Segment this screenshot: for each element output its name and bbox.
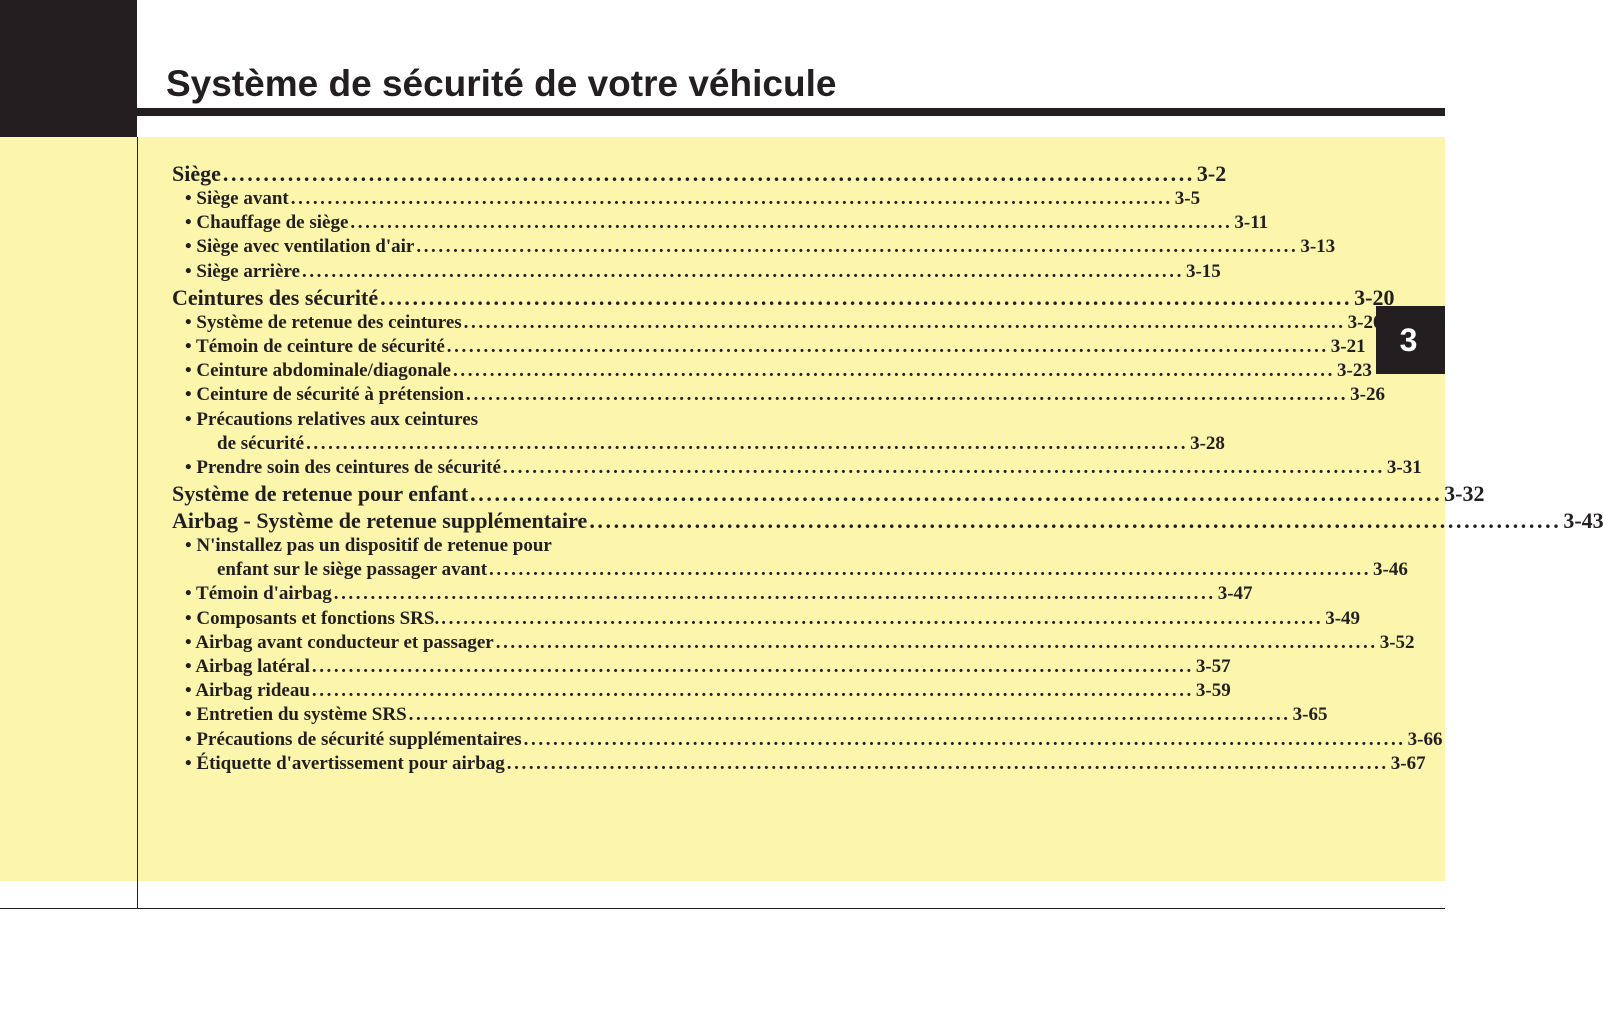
toc-entry[interactable] [172, 359, 1372, 383]
toc-leader-dots: ........................................................................................................................ [311, 656, 1194, 677]
left-margin-rule [137, 137, 138, 908]
toc-entry[interactable] [172, 558, 1408, 582]
toc-entry-label: • Système de retenue des ceintures [185, 311, 462, 333]
toc-entry-page: 3-5 [1174, 188, 1201, 209]
toc-entry-label: Siège [172, 161, 221, 186]
toc-leader-dots: ........................................................................................................................ [416, 236, 1299, 258]
toc-entry-label: • Témoin d'airbag [185, 583, 332, 605]
toc-entry[interactable] [172, 607, 1361, 631]
toc-entry-label: • Témoin de ceinture de sécurité [185, 335, 445, 357]
page-title: Système de sécurité de votre véhicule [166, 63, 837, 104]
toc-entry-label: • Ceinture de sécurité à prétension [185, 384, 465, 406]
toc-entry[interactable] [172, 655, 1231, 679]
toc-leader-dots: ........................................................................................................................ [506, 752, 1389, 774]
toc-entry-page: 3-21 [1330, 335, 1366, 357]
toc-entry-label: • N'installez pas un dispositif de retenue pour [185, 535, 552, 557]
toc-entry[interactable] [172, 456, 1422, 480]
toc-entry-page: 3-32 [1444, 481, 1485, 507]
toc-entry[interactable] [172, 408, 722, 432]
toc-leader-dots: ........................................................................................................................ [523, 728, 1406, 750]
toc-entry-page: 3-65 [1292, 704, 1328, 726]
toc-entry[interactable] [172, 631, 1415, 655]
toc-entry-label: • Siège avant [185, 188, 289, 209]
toc-entry-page: 3-43 [1563, 508, 1604, 534]
toc-entry[interactable] [172, 211, 1269, 235]
toc-entry-page: 3-52 [1379, 631, 1415, 653]
toc-leader-dots: ........................................................................................................................ [502, 456, 1385, 478]
toc-entry-page: 3-49 [1325, 607, 1361, 629]
toc-entry-label: • Siège avec ventilation d'air [185, 236, 415, 258]
toc-entry-label: Système de retenue pour enfant [172, 481, 469, 507]
toc-leader-dots: ........................................................................................................................ [311, 680, 1194, 702]
table-of-contents [172, 160, 1604, 776]
toc-entry[interactable] [172, 284, 1395, 311]
toc-entry-page: 3-2 [1196, 161, 1227, 186]
toc-entry-label: • Étiquette d'avertissement pour airbag [185, 752, 505, 774]
toc-entry-page: 3-13 [1300, 236, 1336, 258]
toc-leader-dots: ........................................................................................................................ [301, 260, 1184, 282]
toc-leader-dots: ........................................................................................................................ [408, 704, 1291, 726]
toc-leader-dots: ........................................................................................................................ [589, 508, 1562, 534]
toc-entry-label: • Airbag rideau [185, 680, 310, 702]
toc-entry-label: • Composants et fonctions SRS. [185, 607, 440, 629]
toc-entry-label: • Airbag latéral [185, 656, 310, 677]
toc-leader-dots: ........................................................................................................................ [495, 631, 1378, 653]
toc-entry[interactable] [172, 260, 1221, 284]
toc-leader-dots: ........................................................................................................................ [350, 212, 1233, 234]
toc-entry[interactable] [172, 534, 722, 558]
toc-entry-label: • Ceinture abdominale/diagonale [185, 360, 451, 382]
toc-leader-dots: ........................................................................................................................ [446, 335, 1329, 357]
toc-entry-page: 3-28 [1190, 432, 1225, 454]
toc-leader-dots: ........................................................................................................................ [222, 161, 1195, 186]
toc-leader-dots: ........................................................................................................................ [489, 559, 1372, 581]
toc-entry[interactable] [172, 160, 1227, 187]
toc-entry-label: Airbag - Système de retenue supplémentaire [172, 508, 588, 534]
toc-entry-page: 3-57 [1195, 656, 1231, 677]
toc-entry-page: 3-31 [1386, 456, 1422, 478]
toc-entry-page: 3-26 [1350, 384, 1385, 406]
toc-entry[interactable] [172, 679, 1231, 703]
toc-entry[interactable] [172, 235, 1336, 259]
toc-entry-page: 3-47 [1217, 583, 1253, 605]
chapter-tab[interactable]: 3 [1376, 306, 1445, 374]
corner-block [0, 0, 137, 137]
toc-entry[interactable] [172, 480, 1485, 507]
toc-leader-dots: ........................................................................................................................ [333, 583, 1216, 605]
toc-entry-label: enfant sur le siège passager avant [217, 559, 488, 581]
toc-leader-dots: ........................................................................................................................ [441, 607, 1324, 629]
toc-leader-dots: ........................................................................................................................ [453, 360, 1335, 382]
toc-entry-label: • Chauffage de siège [185, 212, 349, 234]
toc-entry-label: • Siège arrière [185, 260, 300, 282]
toc-entry-page: 3-20 [1347, 311, 1383, 333]
toc-entry[interactable] [172, 703, 1328, 727]
toc-leader-dots: ........................................................................................................................ [463, 311, 1346, 333]
bottom-rule [0, 908, 1445, 909]
toc-entry-page: 3-66 [1407, 728, 1443, 750]
toc-leader-dots: ........................................................................................................................ [466, 384, 1349, 406]
toc-entry[interactable] [172, 383, 1385, 407]
title-underline [137, 108, 1445, 116]
toc-entry-label: Ceintures des sécurité [172, 284, 379, 310]
toc-entry-label: de sécurité [217, 432, 305, 454]
toc-entry-page: 3-15 [1185, 260, 1221, 282]
toc-entry[interactable] [172, 432, 1225, 456]
toc-entry[interactable] [172, 335, 1366, 359]
toc-entry-label: • Prendre soin des ceintures de sécurité [185, 456, 501, 478]
toc-entry-page: 3-23 [1337, 360, 1372, 382]
toc-leader-dots: ........................................................................................................................ [290, 188, 1173, 209]
toc-entry-page: 3-67 [1390, 752, 1426, 774]
toc-entry-label: • Précautions relatives aux ceintures [185, 408, 479, 430]
toc-entry-label: • Entretien du système SRS [185, 704, 407, 726]
toc-entry-label: • Précautions de sécurité supplémentaires [185, 728, 522, 750]
toc-entry[interactable] [172, 187, 1201, 211]
toc-leader-dots: ........................................................................................................................ [306, 432, 1189, 454]
toc-entry-page: 3-46 [1373, 559, 1408, 581]
toc-leader-dots: ........................................................................................................................ [380, 284, 1353, 310]
toc-entry[interactable] [172, 752, 1426, 776]
toc-entry-label: • Airbag avant conducteur et passager [185, 631, 494, 653]
toc-entry[interactable] [172, 507, 1604, 534]
toc-entry-page: 3-59 [1195, 680, 1231, 702]
toc-entry-page: 3-20 [1354, 284, 1395, 310]
toc-entry-page: 3-11 [1234, 212, 1269, 234]
toc-leader-dots: ........................................................................................................................ [470, 481, 1443, 507]
toc-entry[interactable] [172, 311, 1383, 335]
toc-entry[interactable] [172, 728, 1443, 752]
toc-entry[interactable] [172, 582, 1253, 606]
